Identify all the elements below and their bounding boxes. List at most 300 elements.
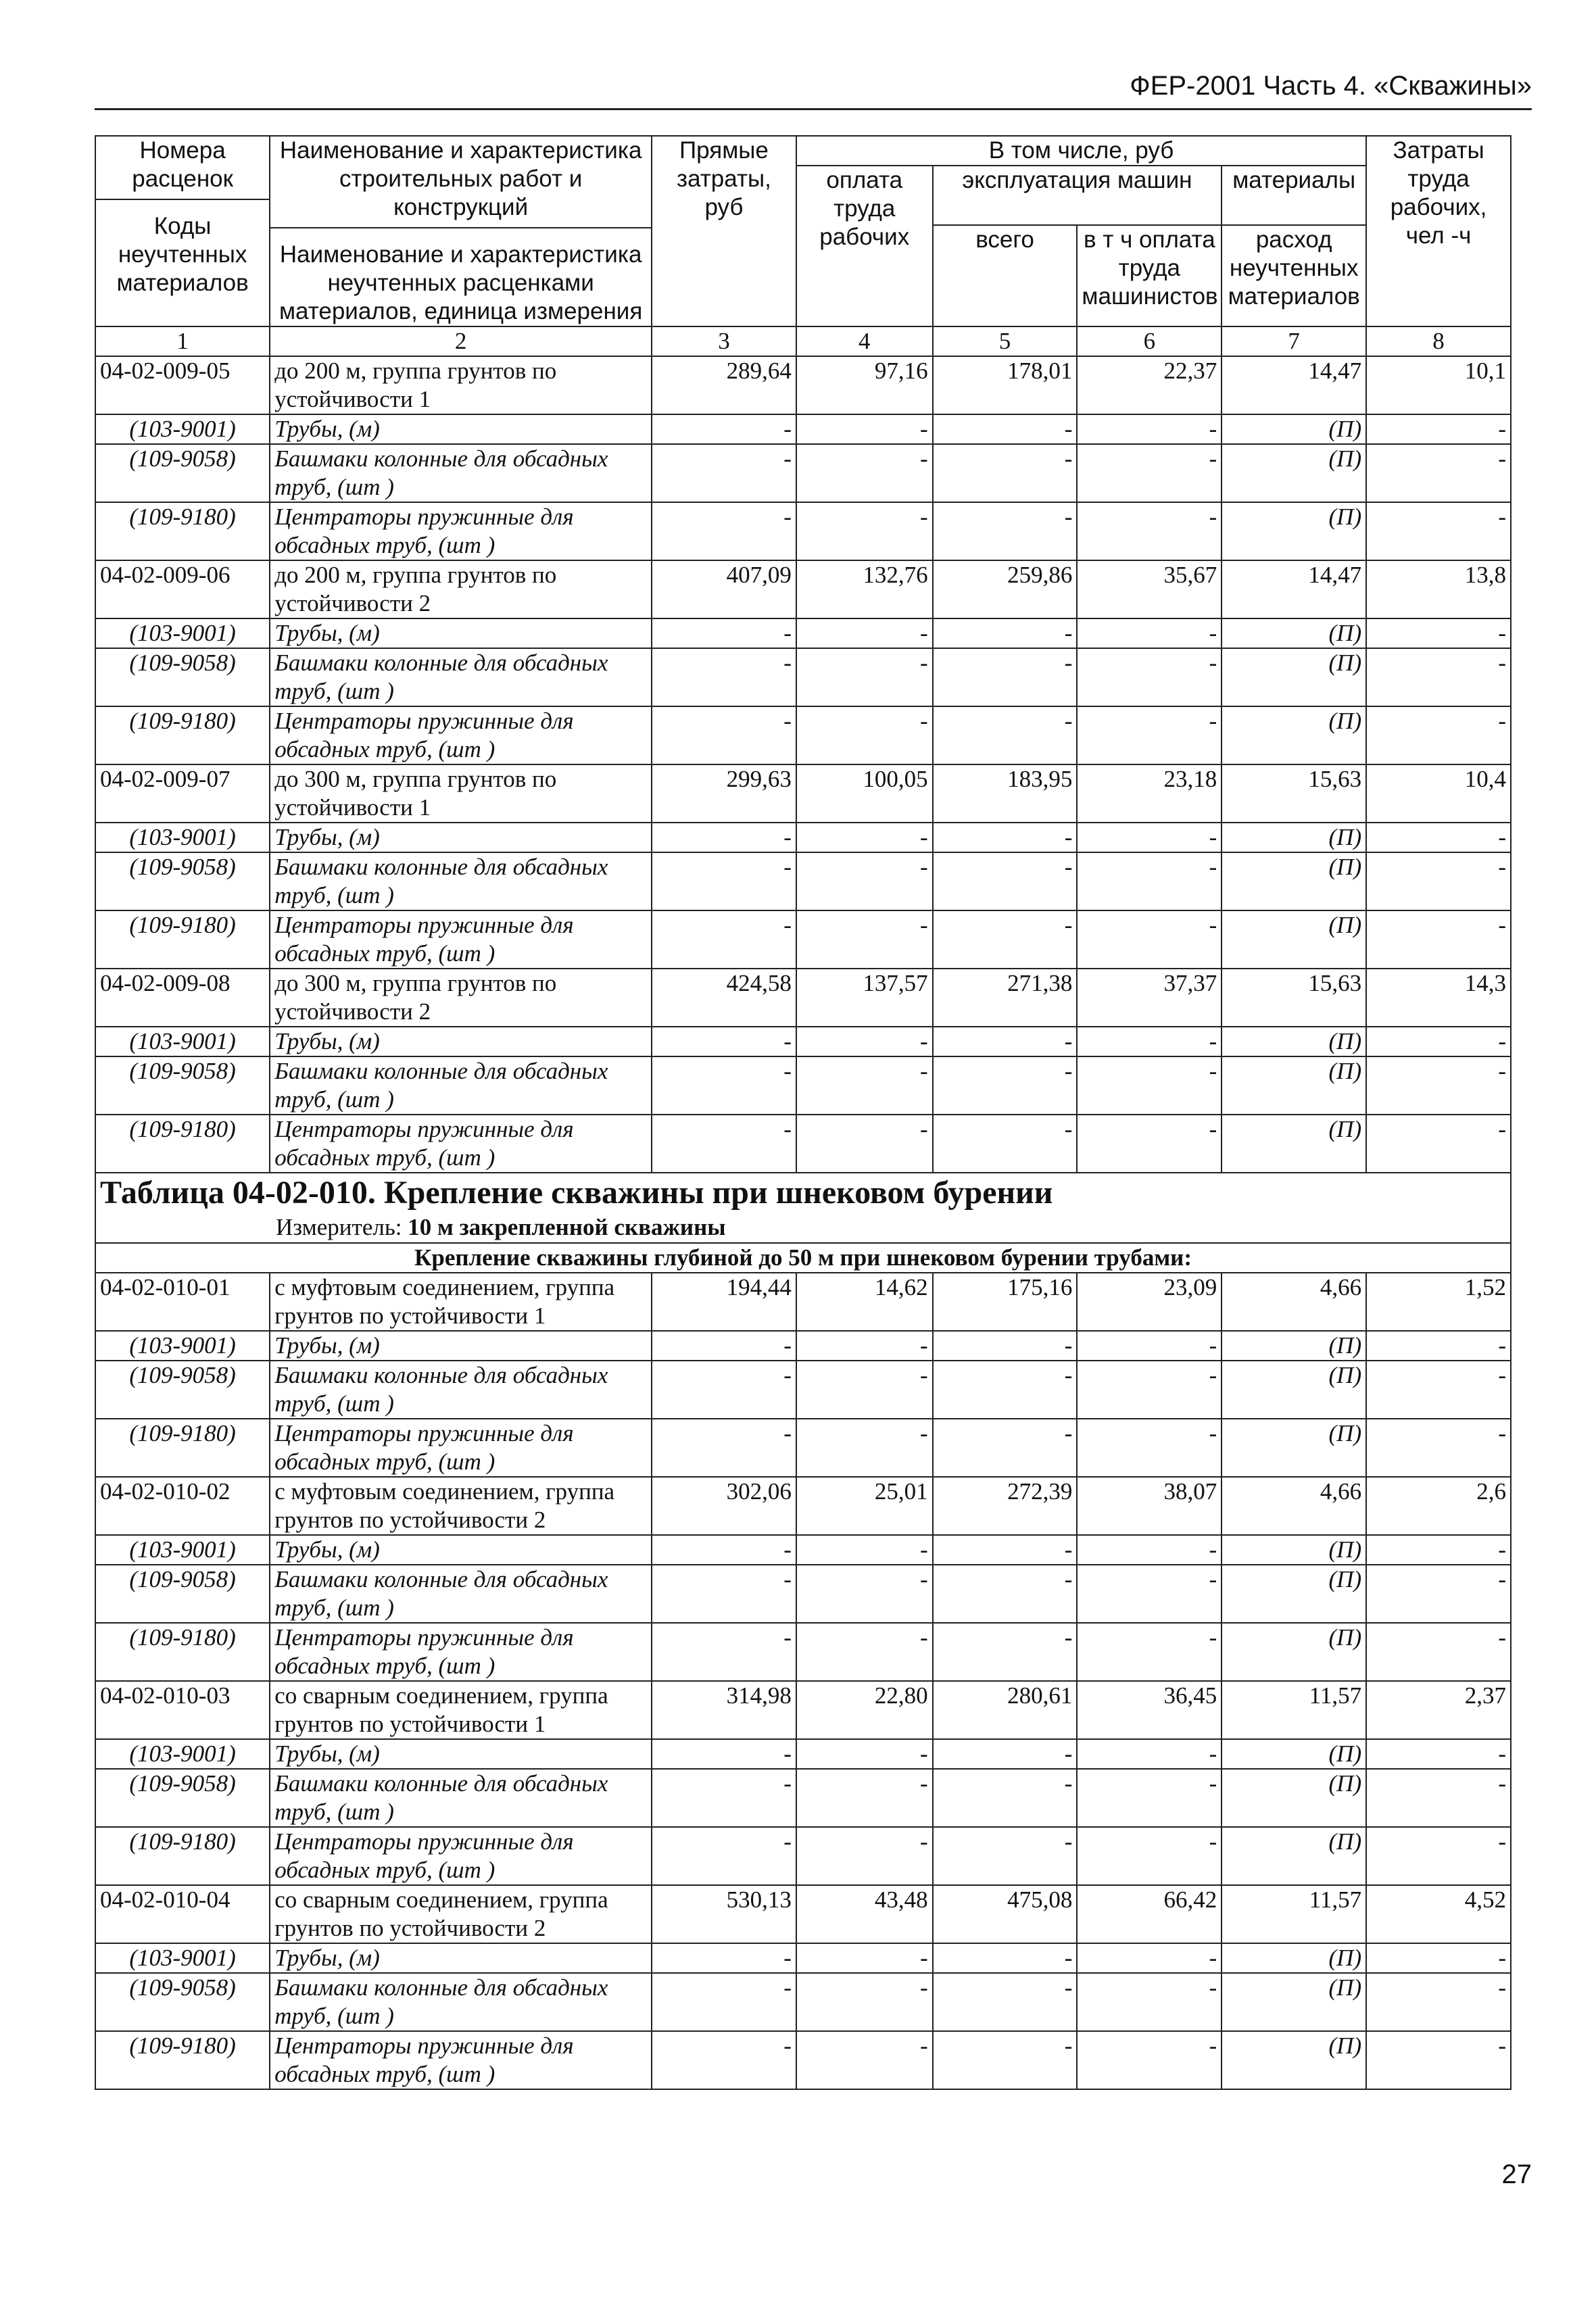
dash-cell: - bbox=[652, 502, 796, 560]
material-row bbox=[95, 1056, 1511, 1115]
dash-cell: - bbox=[796, 414, 933, 444]
material-name: Трубы, (м) bbox=[270, 414, 652, 444]
rate-value: 37,37 bbox=[1077, 969, 1222, 1027]
meter-label: Измеритель: bbox=[276, 1214, 402, 1240]
rate-row bbox=[95, 969, 1511, 1027]
material-mark: (П) bbox=[1222, 414, 1366, 444]
dash-cell: - bbox=[933, 414, 1078, 444]
rate-name: с муфтовым соединением, группа грунтов по устойчивости 2 bbox=[270, 1477, 652, 1535]
material-name: Трубы, (м) bbox=[270, 618, 652, 648]
dash-cell: - bbox=[1077, 1056, 1222, 1115]
material-code: (103-9001) bbox=[95, 823, 270, 852]
material-code: (109-9058) bbox=[95, 1973, 270, 2031]
dash-cell: - bbox=[1077, 1943, 1222, 1973]
table2-caption bbox=[95, 1173, 1511, 1243]
rate-value: 1,52 bbox=[1366, 1273, 1511, 1331]
column-number: 3 bbox=[652, 326, 796, 356]
rate-value: 2,37 bbox=[1366, 1681, 1511, 1739]
material-mark: (П) bbox=[1222, 618, 1366, 648]
material-code: (109-9058) bbox=[95, 444, 270, 502]
page-number: 27 bbox=[1501, 2160, 1532, 2189]
material-code: (109-9058) bbox=[95, 648, 270, 706]
material-mark: (П) bbox=[1222, 823, 1366, 852]
rate-row bbox=[95, 1885, 1511, 1943]
rate-value: 132,76 bbox=[796, 560, 933, 618]
material-code: (109-9058) bbox=[95, 852, 270, 910]
material-code: (103-9001) bbox=[95, 1027, 270, 1056]
dash-cell: - bbox=[652, 1943, 796, 1973]
material-code: (109-9180) bbox=[95, 502, 270, 560]
rate-value: 14,62 bbox=[796, 1273, 933, 1331]
material-mark: (П) bbox=[1222, 1623, 1366, 1681]
material-name: Трубы, (м) bbox=[270, 823, 652, 852]
material-row bbox=[95, 618, 1511, 648]
dash-cell: - bbox=[933, 852, 1078, 910]
dash-cell: - bbox=[652, 1565, 796, 1623]
dash-cell: - bbox=[933, 1535, 1078, 1565]
rate-value: 10,4 bbox=[1366, 764, 1511, 823]
rate-value: 299,63 bbox=[652, 764, 796, 823]
col-materials-usage-header: расход неучтенных материалов bbox=[1222, 225, 1366, 326]
rate-value: 15,63 bbox=[1222, 969, 1366, 1027]
dash-cell: - bbox=[1366, 1973, 1511, 2031]
dash-cell: - bbox=[796, 1739, 933, 1769]
dash-cell: - bbox=[933, 823, 1078, 852]
dash-cell: - bbox=[1077, 1535, 1222, 1565]
rate-value: 14,47 bbox=[1222, 560, 1366, 618]
dash-cell: - bbox=[796, 823, 933, 852]
dash-cell: - bbox=[1077, 1739, 1222, 1769]
column-number: 7 bbox=[1222, 326, 1366, 356]
rate-name: до 200 м, группа грунтов по устойчивости 1 bbox=[270, 356, 652, 414]
material-code: (103-9001) bbox=[95, 1331, 270, 1361]
dash-cell: - bbox=[652, 1535, 796, 1565]
dash-cell: - bbox=[1077, 1115, 1222, 1173]
dash-cell: - bbox=[796, 1769, 933, 1827]
dash-cell: - bbox=[1077, 1331, 1222, 1361]
rates-table bbox=[95, 135, 1512, 2090]
dash-cell: - bbox=[1366, 1739, 1511, 1769]
dash-cell: - bbox=[796, 1535, 933, 1565]
rate-value: 11,57 bbox=[1222, 1681, 1366, 1739]
material-row bbox=[95, 444, 1511, 502]
page-header-title: ФЕР-2001 Часть 4. «Скважины» bbox=[1130, 71, 1532, 101]
dash-cell: - bbox=[1366, 1115, 1511, 1173]
material-row bbox=[95, 910, 1511, 969]
column-number: 5 bbox=[933, 326, 1078, 356]
material-row bbox=[95, 823, 1511, 852]
dash-cell: - bbox=[796, 444, 933, 502]
column-number: 2 bbox=[270, 326, 652, 356]
dash-cell: - bbox=[796, 852, 933, 910]
material-name: Центраторы пружинные для обсадных труб, (шт ) bbox=[270, 1419, 652, 1477]
rate-value: 22,80 bbox=[796, 1681, 933, 1739]
rate-value: 183,95 bbox=[933, 764, 1078, 823]
material-name: Центраторы пружинные для обсадных труб, (шт ) bbox=[270, 1623, 652, 1681]
dash-cell: - bbox=[652, 706, 796, 764]
dash-cell: - bbox=[1077, 823, 1222, 852]
rate-row bbox=[95, 764, 1511, 823]
material-name: Башмаки колонные для обсадных труб, (шт ) bbox=[270, 1056, 652, 1115]
material-row bbox=[95, 706, 1511, 764]
dash-cell: - bbox=[1077, 910, 1222, 969]
rate-value: 97,16 bbox=[796, 356, 933, 414]
col-machinist-pay-header: в т ч оплата труда машинистов bbox=[1077, 225, 1222, 326]
rate-value: 530,13 bbox=[652, 1885, 796, 1943]
material-code: (103-9001) bbox=[95, 618, 270, 648]
rate-row bbox=[95, 560, 1511, 618]
col-materials-header: материалы bbox=[1222, 166, 1366, 225]
dash-cell: - bbox=[1366, 1943, 1511, 1973]
material-name: Трубы, (м) bbox=[270, 1331, 652, 1361]
rate-name: до 300 м, группа грунтов по устойчивости 2 bbox=[270, 969, 652, 1027]
dash-cell: - bbox=[652, 1115, 796, 1173]
dash-cell: - bbox=[933, 1115, 1078, 1173]
dash-cell: - bbox=[1077, 1973, 1222, 2031]
dash-cell: - bbox=[933, 1565, 1078, 1623]
dash-cell: - bbox=[652, 648, 796, 706]
material-mark: (П) bbox=[1222, 852, 1366, 910]
rate-code: 04-02-010-01 bbox=[95, 1273, 270, 1331]
dash-cell: - bbox=[933, 1419, 1078, 1477]
rate-value: 66,42 bbox=[1077, 1885, 1222, 1943]
column-numbers-row bbox=[95, 326, 1511, 356]
dash-cell: - bbox=[1366, 1056, 1511, 1115]
material-row bbox=[95, 1943, 1511, 1973]
dash-cell: - bbox=[1366, 1827, 1511, 1885]
dash-cell: - bbox=[933, 1623, 1078, 1681]
material-mark: (П) bbox=[1222, 910, 1366, 969]
dash-cell: - bbox=[933, 1739, 1078, 1769]
dash-cell: - bbox=[652, 910, 796, 969]
rate-value: 23,18 bbox=[1077, 764, 1222, 823]
col-code-header bbox=[95, 136, 270, 326]
dash-cell: - bbox=[933, 1027, 1078, 1056]
dash-cell: - bbox=[1366, 1419, 1511, 1477]
material-mark: (П) bbox=[1222, 1331, 1366, 1361]
rate-value: 271,38 bbox=[933, 969, 1078, 1027]
material-name: Башмаки колонные для обсадных труб, (шт ) bbox=[270, 1361, 652, 1419]
rate-value: 10,1 bbox=[1366, 356, 1511, 414]
dash-cell: - bbox=[1077, 414, 1222, 444]
rate-value: 289,64 bbox=[652, 356, 796, 414]
material-code: (103-9001) bbox=[95, 1535, 270, 1565]
rate-value: 314,98 bbox=[652, 1681, 796, 1739]
table2-section-row bbox=[95, 1243, 1511, 1273]
material-row bbox=[95, 1565, 1511, 1623]
rate-name: со сварным соединением, группа грунтов по устойчивости 2 bbox=[270, 1885, 652, 1943]
material-mark: (П) bbox=[1222, 1027, 1366, 1056]
material-mark: (П) bbox=[1222, 1973, 1366, 2031]
rate-value: 280,61 bbox=[933, 1681, 1078, 1739]
rate-value: 175,16 bbox=[933, 1273, 1078, 1331]
dash-cell: - bbox=[652, 1827, 796, 1885]
material-row bbox=[95, 1419, 1511, 1477]
col-incl-header: В том числе, руб bbox=[796, 136, 1366, 166]
rate-value: 194,44 bbox=[652, 1273, 796, 1331]
column-number: 4 bbox=[796, 326, 933, 356]
rate-value: 25,01 bbox=[796, 1477, 933, 1535]
material-row bbox=[95, 1769, 1511, 1827]
material-row bbox=[95, 1973, 1511, 2031]
dash-cell: - bbox=[933, 2031, 1078, 2089]
dash-cell: - bbox=[796, 2031, 933, 2089]
dash-cell: - bbox=[652, 1027, 796, 1056]
col-name-top: Наименование и характеристика строительных работ и конструкций bbox=[279, 137, 642, 220]
dash-cell: - bbox=[933, 910, 1078, 969]
material-code: (103-9001) bbox=[95, 1943, 270, 1973]
dash-cell: - bbox=[1077, 1623, 1222, 1681]
dash-cell: - bbox=[652, 414, 796, 444]
dash-cell: - bbox=[1077, 1565, 1222, 1623]
material-code: (109-9058) bbox=[95, 1769, 270, 1827]
material-row bbox=[95, 502, 1511, 560]
rate-value: 100,05 bbox=[796, 764, 933, 823]
material-name: Башмаки колонные для обсадных труб, (шт ) bbox=[270, 444, 652, 502]
dash-cell: - bbox=[796, 1565, 933, 1623]
dash-cell: - bbox=[796, 910, 933, 969]
dash-cell: - bbox=[796, 1331, 933, 1361]
rate-code: 04-02-009-08 bbox=[95, 969, 270, 1027]
dash-cell: - bbox=[1077, 1361, 1222, 1419]
material-code: (109-9058) bbox=[95, 1056, 270, 1115]
dash-cell: - bbox=[933, 1827, 1078, 1885]
material-name: Башмаки колонные для обсадных труб, (шт ) bbox=[270, 648, 652, 706]
material-row bbox=[95, 1361, 1511, 1419]
col-name-bottom: Наименование и характеристика неучтенных расценками материалов, единица измерения bbox=[270, 227, 651, 326]
material-name: Центраторы пружинные для обсадных труб, (шт ) bbox=[270, 910, 652, 969]
dash-cell: - bbox=[796, 1973, 933, 2031]
col-machines-total-header: всего bbox=[933, 225, 1078, 326]
column-number: 1 bbox=[95, 326, 270, 356]
rate-value: 424,58 bbox=[652, 969, 796, 1027]
dash-cell: - bbox=[1077, 2031, 1222, 2089]
dash-cell: - bbox=[796, 1056, 933, 1115]
dash-cell: - bbox=[652, 1973, 796, 2031]
dash-cell: - bbox=[796, 1623, 933, 1681]
header-rule bbox=[95, 108, 1532, 110]
material-mark: (П) bbox=[1222, 648, 1366, 706]
rate-value: 13,8 bbox=[1366, 560, 1511, 618]
dash-cell: - bbox=[652, 1623, 796, 1681]
dash-cell: - bbox=[652, 823, 796, 852]
rate-row bbox=[95, 1477, 1511, 1535]
dash-cell: - bbox=[933, 1973, 1078, 2031]
material-code: (109-9180) bbox=[95, 1419, 270, 1477]
material-row bbox=[95, 1827, 1511, 1885]
material-name: Башмаки колонные для обсадных труб, (шт ) bbox=[270, 1565, 652, 1623]
dash-cell: - bbox=[796, 1419, 933, 1477]
material-code: (109-9058) bbox=[95, 1565, 270, 1623]
column-number: 6 bbox=[1077, 326, 1222, 356]
material-code: (109-9180) bbox=[95, 1827, 270, 1885]
rate-value: 178,01 bbox=[933, 356, 1078, 414]
dash-cell: - bbox=[933, 1361, 1078, 1419]
material-mark: (П) bbox=[1222, 1827, 1366, 1885]
dash-cell: - bbox=[933, 648, 1078, 706]
material-row bbox=[95, 1331, 1511, 1361]
dash-cell: - bbox=[796, 706, 933, 764]
dash-cell: - bbox=[933, 618, 1078, 648]
rate-code: 04-02-009-05 bbox=[95, 356, 270, 414]
dash-cell: - bbox=[652, 444, 796, 502]
dash-cell: - bbox=[796, 618, 933, 648]
dash-cell: - bbox=[1077, 444, 1222, 502]
rate-value: 22,37 bbox=[1077, 356, 1222, 414]
col-name-header bbox=[270, 136, 652, 326]
dash-cell: - bbox=[933, 502, 1078, 560]
rate-code: 04-02-009-07 bbox=[95, 764, 270, 823]
rate-value: 14,47 bbox=[1222, 356, 1366, 414]
dash-cell: - bbox=[796, 502, 933, 560]
dash-cell: - bbox=[652, 1739, 796, 1769]
material-code: (109-9180) bbox=[95, 706, 270, 764]
table2-caption-row bbox=[95, 1173, 1511, 1243]
table2-meter bbox=[100, 1213, 1506, 1242]
dash-cell: - bbox=[1366, 1331, 1511, 1361]
rate-name: до 200 м, группа грунтов по устойчивости 2 bbox=[270, 560, 652, 618]
rate-value: 2,6 bbox=[1366, 1477, 1511, 1535]
dash-cell: - bbox=[652, 2031, 796, 2089]
rate-value: 14,3 bbox=[1366, 969, 1511, 1027]
table2-section-title: Крепление скважины глубиной до 50 м при шнековом бурении трубами: bbox=[95, 1243, 1511, 1273]
material-row bbox=[95, 1739, 1511, 1769]
rate-code: 04-02-010-02 bbox=[95, 1477, 270, 1535]
dash-cell: - bbox=[1077, 1827, 1222, 1885]
material-row bbox=[95, 414, 1511, 444]
material-name: Трубы, (м) bbox=[270, 1943, 652, 1973]
dash-cell: - bbox=[1366, 706, 1511, 764]
material-row bbox=[95, 1535, 1511, 1565]
rate-value: 11,57 bbox=[1222, 1885, 1366, 1943]
dash-cell: - bbox=[1366, 910, 1511, 969]
material-name: Трубы, (м) bbox=[270, 1739, 652, 1769]
material-code: (103-9001) bbox=[95, 414, 270, 444]
dash-cell: - bbox=[1077, 706, 1222, 764]
material-name: Трубы, (м) bbox=[270, 1027, 652, 1056]
col-direct-header: Прямые затраты, руб bbox=[652, 136, 796, 326]
column-number: 8 bbox=[1366, 326, 1511, 356]
dash-cell: - bbox=[796, 1027, 933, 1056]
dash-cell: - bbox=[1366, 618, 1511, 648]
dash-cell: - bbox=[1366, 1769, 1511, 1827]
dash-cell: - bbox=[1077, 1419, 1222, 1477]
material-name: Башмаки колонные для обсадных труб, (шт ) bbox=[270, 1769, 652, 1827]
rate-value: 4,66 bbox=[1222, 1273, 1366, 1331]
dash-cell: - bbox=[1366, 444, 1511, 502]
material-mark: (П) bbox=[1222, 1943, 1366, 1973]
dash-cell: - bbox=[1077, 648, 1222, 706]
rate-code: 04-02-010-04 bbox=[95, 1885, 270, 1943]
dash-cell: - bbox=[796, 648, 933, 706]
dash-cell: - bbox=[1077, 1769, 1222, 1827]
material-row bbox=[95, 1115, 1511, 1173]
dash-cell: - bbox=[652, 852, 796, 910]
rate-value: 137,57 bbox=[796, 969, 933, 1027]
rate-value: 302,06 bbox=[652, 1477, 796, 1535]
material-code: (109-9180) bbox=[95, 2031, 270, 2089]
material-row bbox=[95, 2031, 1511, 2089]
dash-cell: - bbox=[1366, 852, 1511, 910]
dash-cell: - bbox=[652, 1056, 796, 1115]
material-row bbox=[95, 852, 1511, 910]
dash-cell: - bbox=[1366, 823, 1511, 852]
dash-cell: - bbox=[796, 1361, 933, 1419]
dash-cell: - bbox=[933, 1331, 1078, 1361]
material-mark: (П) bbox=[1222, 2031, 1366, 2089]
dash-cell: - bbox=[1077, 502, 1222, 560]
dash-cell: - bbox=[1077, 618, 1222, 648]
rate-name: с муфтовым соединением, группа грунтов по устойчивости 1 bbox=[270, 1273, 652, 1331]
dash-cell: - bbox=[933, 706, 1078, 764]
dash-cell: - bbox=[933, 1943, 1078, 1973]
rate-value: 259,86 bbox=[933, 560, 1078, 618]
material-mark: (П) bbox=[1222, 1115, 1366, 1173]
rate-value: 4,66 bbox=[1222, 1477, 1366, 1535]
material-mark: (П) bbox=[1222, 1056, 1366, 1115]
material-mark: (П) bbox=[1222, 1565, 1366, 1623]
rate-value: 15,63 bbox=[1222, 764, 1366, 823]
dash-cell: - bbox=[1366, 1535, 1511, 1565]
material-code: (109-9058) bbox=[95, 1361, 270, 1419]
dash-cell: - bbox=[1366, 1565, 1511, 1623]
dash-cell: - bbox=[1366, 2031, 1511, 2089]
material-mark: (П) bbox=[1222, 1419, 1366, 1477]
rate-row bbox=[95, 1681, 1511, 1739]
col-code-bottom: Коды неучтенных материалов bbox=[96, 199, 269, 297]
material-mark: (П) bbox=[1222, 444, 1366, 502]
material-code: (103-9001) bbox=[95, 1739, 270, 1769]
rate-value: 23,09 bbox=[1077, 1273, 1222, 1331]
rate-value: 407,09 bbox=[652, 560, 796, 618]
dash-cell: - bbox=[796, 1827, 933, 1885]
rate-code: 04-02-010-03 bbox=[95, 1681, 270, 1739]
col-labor-pay-header: оплата труда рабочих bbox=[796, 166, 933, 326]
material-name: Башмаки колонные для обсадных труб, (шт ) bbox=[270, 852, 652, 910]
material-code: (109-9180) bbox=[95, 910, 270, 969]
material-name: Центраторы пружинные для обсадных труб, (шт ) bbox=[270, 1115, 652, 1173]
material-name: Центраторы пружинные для обсадных труб, (шт ) bbox=[270, 1827, 652, 1885]
material-row bbox=[95, 648, 1511, 706]
material-mark: (П) bbox=[1222, 1769, 1366, 1827]
dash-cell: - bbox=[1366, 648, 1511, 706]
rate-value: 4,52 bbox=[1366, 1885, 1511, 1943]
rate-code: 04-02-009-06 bbox=[95, 560, 270, 618]
material-row bbox=[95, 1027, 1511, 1056]
rate-value: 272,39 bbox=[933, 1477, 1078, 1535]
dash-cell: - bbox=[1366, 1361, 1511, 1419]
dash-cell: - bbox=[933, 1056, 1078, 1115]
material-code: (109-9180) bbox=[95, 1115, 270, 1173]
material-mark: (П) bbox=[1222, 1739, 1366, 1769]
dash-cell: - bbox=[1366, 1623, 1511, 1681]
dash-cell: - bbox=[1077, 1027, 1222, 1056]
col-machines-header: эксплуатация машин bbox=[933, 166, 1222, 225]
material-mark: (П) bbox=[1222, 1535, 1366, 1565]
rate-value: 475,08 bbox=[933, 1885, 1078, 1943]
dash-cell: - bbox=[1366, 502, 1511, 560]
dash-cell: - bbox=[1366, 1027, 1511, 1056]
dash-cell: - bbox=[652, 1331, 796, 1361]
dash-cell: - bbox=[652, 1769, 796, 1827]
material-name: Башмаки колонные для обсадных труб, (шт ) bbox=[270, 1973, 652, 2031]
dash-cell: - bbox=[652, 1419, 796, 1477]
table2-title: Таблица 04-02-010. Крепление скважины при шнековом бурении bbox=[100, 1175, 1053, 1211]
dash-cell: - bbox=[933, 444, 1078, 502]
dash-cell: - bbox=[652, 618, 796, 648]
rate-value: 38,07 bbox=[1077, 1477, 1222, 1535]
dash-cell: - bbox=[1077, 852, 1222, 910]
